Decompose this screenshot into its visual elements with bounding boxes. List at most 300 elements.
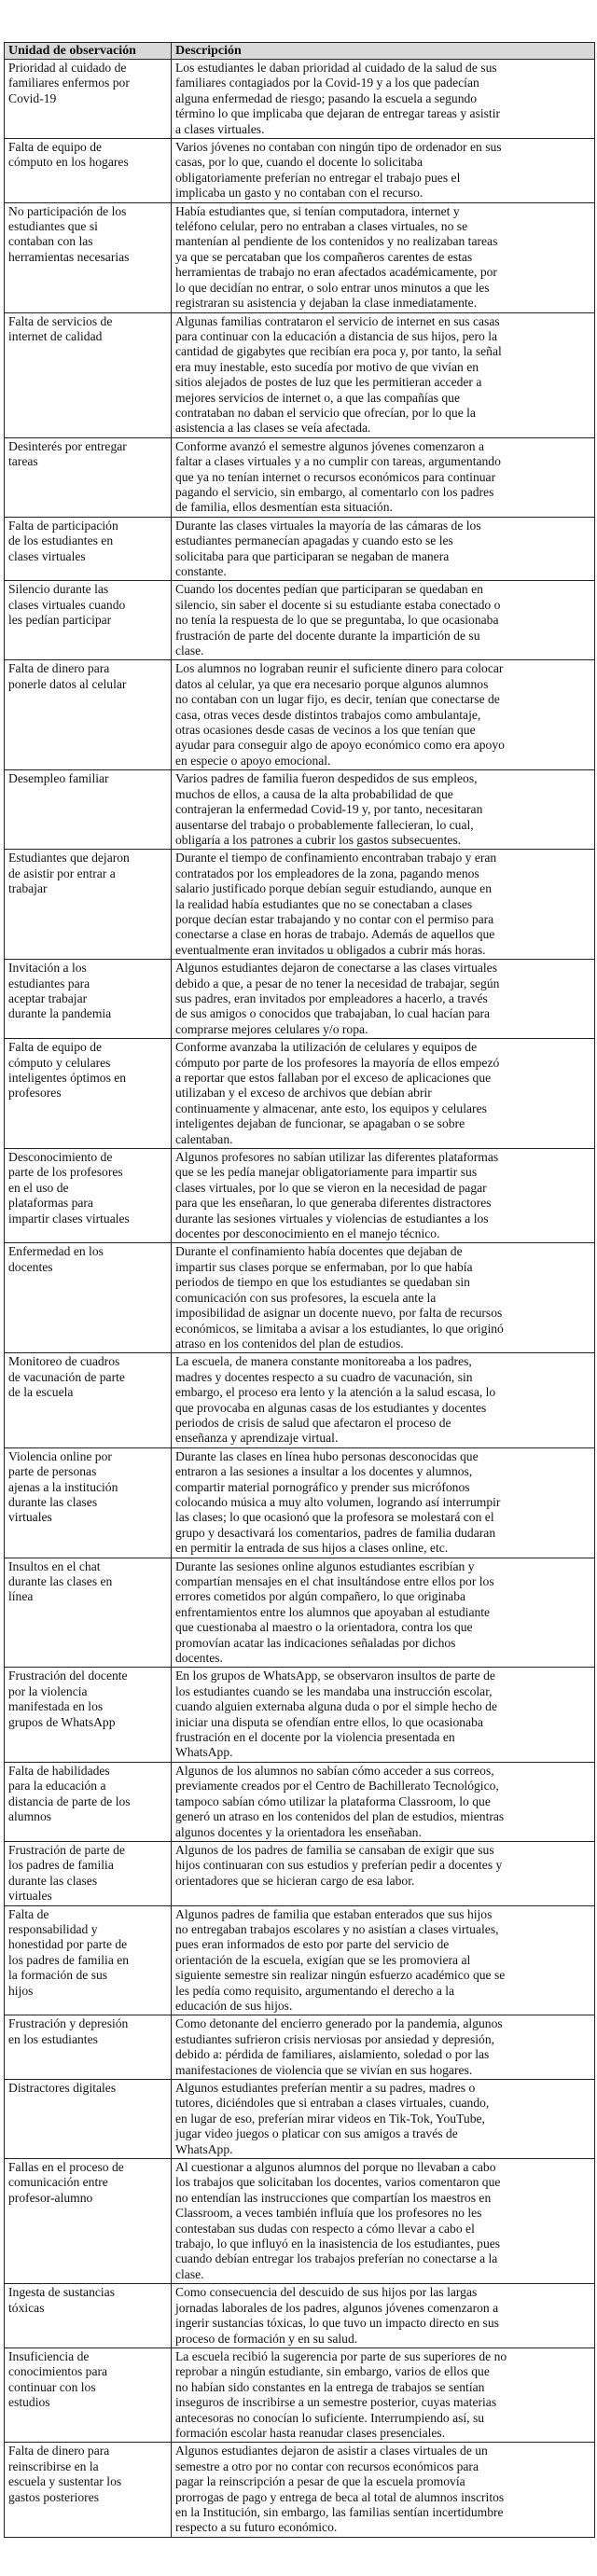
text-line: contestaban sus dudas con respecto a cómo llevar a cabo el <box>175 2221 475 2236</box>
text-line: en permitir la entrada de sus hijos a clases online, etc. <box>175 1541 449 1556</box>
text-line: Insultos en el chat <box>8 1558 101 1573</box>
text-line: ajenas a la institución <box>8 1479 118 1494</box>
description-cell <box>172 850 595 960</box>
description-cell <box>172 581 595 660</box>
text-line: casas, por lo que, cuando el docente lo solicitaba <box>175 155 423 170</box>
text-line: Frustración de parte de <box>8 1842 125 1857</box>
text-line: ayudar para conseguir algo de apoyo económico como era apoyo <box>175 738 505 753</box>
table-row <box>5 2080 595 2159</box>
text-line: Frustración del docente <box>8 1669 128 1683</box>
table-row <box>5 581 595 660</box>
text-line: mejores servicios de internet o, a que las compañías que <box>175 390 461 405</box>
text-line: honestidad por parte de <box>8 1937 128 1952</box>
description-cell <box>172 312 595 437</box>
text-line: contratados por los empleadores de la zona, pagando menos <box>175 866 479 880</box>
text-line: proceso de formación y en su salud. <box>175 2331 358 2346</box>
text-line: a reportar que estos fallaban por el exceso de aplicaciones que <box>175 1071 492 1085</box>
text-line: que provocaba en algunas casas de los estudiantes y docentes <box>175 1400 487 1415</box>
text-line: otras ocasiones desde casas de vecinos a los que tenían que <box>175 723 476 738</box>
text-line: los trabajos que solicitaban los docentes, varios comentaron que <box>175 2175 501 2190</box>
text-line: grupos de WhatsApp <box>8 1714 116 1729</box>
text-line: cuando alguien externaba alguna duda o por el simple hecho de <box>175 1699 498 1714</box>
description-cell <box>172 660 595 770</box>
description-cell <box>172 1668 595 1762</box>
text-line: durante las clases <box>8 1873 98 1888</box>
text-line: clase. <box>175 644 204 658</box>
text-line: Había estudiantes que, si tenían computadora, internet y <box>175 203 460 218</box>
text-line: lo que decidían no entrar, o solo entrar unos minutos a que les <box>175 280 490 295</box>
text-line: atraso en los contenidos del plan de estudios. <box>175 1336 404 1350</box>
text-line: para que les enseñaran, lo que generaba diferentes distractores <box>175 1196 492 1211</box>
text-line: frustración en el docente por la violencia presentada en <box>175 1730 455 1745</box>
text-line: Classroom, a veces también influía que los profesores no les <box>175 2206 482 2221</box>
unit-cell <box>5 2347 172 2442</box>
text-line: les pedía como requisito, argumentando el derecho a la <box>175 1983 455 1998</box>
text-line: conectarse a clase en horas de trabajo. Además de aquellos que <box>175 927 495 942</box>
text-line: no entregaban trabajos escolares y no asistían a clases virtuales, <box>175 1921 499 1936</box>
description-cell <box>172 437 595 517</box>
unit-cell <box>5 60 172 139</box>
text-line: madres y docentes respecto a su cuadro de vacunación, sin <box>175 1369 473 1384</box>
text-line: orientación de la escuela, exigían que se les promoviera al <box>175 1952 471 1967</box>
text-line: Cuando los docentes pedían que participaran se quedaban en <box>175 582 483 597</box>
text-line: distancia de parte de los <box>8 1794 131 1808</box>
text-line: antecesoras no conocían lo suficiente. Interrumpiendo así, su <box>175 2410 485 2425</box>
text-line: utilizaban y el exceso de archivos que debían abrir <box>175 1086 432 1101</box>
text-line: La escuela recibió la sugerencia por parte de sus superiores de no <box>175 2348 507 2363</box>
text-line: no contaban con un lugar fijo, es decir, tenían que conectarse de <box>175 692 500 707</box>
text-line: de asistir por entrar a <box>8 866 116 880</box>
text-line: inteligentes dejaban de funcionar, se apagaban o se sobre <box>175 1116 465 1131</box>
text-line: obligatoriamente preferían no entregar el trabajo pues el <box>175 170 461 185</box>
text-line: tareas <box>8 454 38 469</box>
text-line: enfrentamientos entre los alumnos que apoyaban al estudiante <box>175 1604 491 1619</box>
table-row <box>5 1353 595 1447</box>
table-row <box>5 1447 595 1558</box>
unit-cell <box>5 1668 172 1762</box>
description-cell <box>172 2080 595 2159</box>
text-line: compartían mensajes en el chat insultándose entre ellos por los <box>175 1574 494 1588</box>
table-row <box>5 960 595 1039</box>
table-row <box>5 770 595 850</box>
text-line: tampoco sabían cómo utilizar la plataforma Classroom, lo que <box>175 1794 491 1808</box>
table-row <box>5 1558 595 1668</box>
text-line: educación de sus hijos. <box>175 1998 293 2013</box>
unit-cell <box>5 581 172 660</box>
unit-cell <box>5 2015 172 2080</box>
description-cell <box>172 60 595 139</box>
text-line: algunos docentes y la orientadora les enseñaban. <box>175 1824 422 1839</box>
text-line: Desempleo familiar <box>8 771 109 786</box>
text-line: sus padres, eran invitados por empleadores a hacerlo, a través <box>175 990 488 1005</box>
text-line: silencio, sin saber el docente si su estudiante estaba conectado o <box>175 597 501 612</box>
description-cell <box>172 2159 595 2284</box>
header-description: Descripción <box>172 43 595 60</box>
text-line: los estudiantes cuando se les mandaba una instrucción escolar, <box>175 1683 493 1698</box>
text-line: Violencia online por <box>8 1448 112 1463</box>
table-row <box>5 2347 595 2442</box>
text-line: inteligentes óptimos en <box>8 1071 127 1085</box>
text-line: Durante las clases en línea hubo personas desconocidas que <box>175 1448 479 1463</box>
text-line: jornadas laborales de los padres, algunos jóvenes comenzaron a <box>175 2300 499 2315</box>
text-line: estudiantes sufrieron crisis nerviosas por ansiedad y depresión, <box>175 2031 495 2046</box>
description-cell <box>172 517 595 581</box>
text-line: familiares enfermos por <box>8 76 130 90</box>
table-row <box>5 1841 595 1905</box>
unit-cell <box>5 1149 172 1243</box>
text-line: teléfono celular, pero no entraban a clases virtuales, no se <box>175 219 468 234</box>
text-line: Falta de participación <box>8 518 118 533</box>
text-line: clases virtuales cuando <box>8 597 126 612</box>
text-line: responsabilidad y <box>8 1921 98 1936</box>
text-line: durante las clases <box>8 1494 98 1509</box>
table-row <box>5 202 595 312</box>
text-line: Algunos estudiantes dejaron de asistir a clases virtuales de un <box>175 2444 488 2458</box>
text-line: trabajar <box>8 881 48 896</box>
text-line: jugar video juegos o platicar con sus amigos a través de <box>175 2126 458 2141</box>
text-line: promovían acatar las indicaciones señaladas por dichos <box>175 1635 456 1650</box>
observation-table <box>4 42 595 2538</box>
unit-cell <box>5 1353 172 1447</box>
table-row <box>5 660 595 770</box>
description-cell <box>172 2015 595 2080</box>
table-row <box>5 1905 595 2015</box>
text-line: económicos, se limitaba a avisar a los estudiantes, lo que originó <box>175 1321 504 1336</box>
unit-cell <box>5 1762 172 1841</box>
unit-cell <box>5 960 172 1039</box>
text-line: ausentarse del trabajo o probablemente fallecieran, lo cual, <box>175 817 474 832</box>
text-line: previamente creados por el Centro de Bachillerato Tecnológico, <box>175 1779 499 1794</box>
text-line: respecto a su futuro económico. <box>175 2520 338 2535</box>
text-line: WhatsApp. <box>175 2141 233 2156</box>
text-line: herramientas necesarias <box>8 249 130 264</box>
text-line: Conforme avanzó el semestre algunos jóvenes comenzaron a <box>175 438 485 453</box>
text-line: Covid-19 <box>8 90 57 105</box>
text-line: inseguros de inscribirse a un semestre posterior, cuyas materias <box>175 2395 497 2410</box>
description-cell <box>172 1762 595 1841</box>
text-line: virtuales <box>8 1889 52 1904</box>
text-line: parte de personas <box>8 1464 97 1479</box>
table-row <box>5 850 595 960</box>
description-cell <box>172 1353 595 1447</box>
text-line: Varios jóvenes no contaban con ningún tipo de ordenador en sus <box>175 140 502 155</box>
text-line: parte de los profesores <box>8 1165 123 1180</box>
text-line: generó un atraso en los contenidos del plan de estudios, mientras <box>175 1809 505 1824</box>
text-line: errores cometidos por algún compañero, lo que originaba <box>175 1589 466 1604</box>
text-line: clases virtuales <box>8 548 86 563</box>
text-line: cantidad de gigabytes que recibían era poca y, por tanto, la señal <box>175 344 502 359</box>
text-line: Desconocimiento de <box>8 1150 113 1165</box>
unit-cell <box>5 312 172 437</box>
text-line: WhatsApp. <box>175 1745 233 1760</box>
description-cell <box>172 770 595 850</box>
text-line: plataformas para <box>8 1196 93 1211</box>
text-line: a clases virtuales. <box>175 121 265 136</box>
text-line: formación escolar hasta reanudar clases presenciales. <box>175 2425 446 2440</box>
table-row <box>5 2443 595 2537</box>
text-line: de vacunación de parte <box>8 1369 125 1384</box>
text-line: calentaban. <box>175 1131 233 1146</box>
text-line: Durante las clases virtuales la mayoría de las cámaras de los <box>175 518 481 533</box>
text-line: docentes por desconocimiento en el manejo técnico. <box>175 1226 440 1241</box>
table-row <box>5 2284 595 2348</box>
text-line: Algunos de los padres de familia se cansaban de exigir que sus <box>175 1842 494 1857</box>
text-line: Conforme avanzaba la utilización de celulares y equipos de <box>175 1040 478 1055</box>
text-line: faltar a clases virtuales y a no cumplir con tareas, argumentando <box>175 454 501 469</box>
text-line: embargo, el proceso era lento y la atención a la salud escasa, lo <box>175 1385 496 1400</box>
text-line: de los estudiantes en <box>8 533 114 548</box>
text-line: de la escuela <box>8 1385 74 1400</box>
unit-cell <box>5 437 172 517</box>
text-line: constante. <box>175 564 227 578</box>
text-line: Prioridad al cuidado de <box>8 61 127 75</box>
table-row <box>5 312 595 437</box>
text-line: Durante el confinamiento había docentes que dejaban de <box>175 1244 463 1259</box>
text-line: En los grupos de WhatsApp, se observaron insultos de parte de <box>175 1669 495 1683</box>
text-line: Silencio durante las <box>8 582 109 597</box>
text-line: las clases; lo que ocasionó que la profesora se molestará con el <box>175 1510 494 1525</box>
text-line: pagar la reinscripción a pesar de que la escuela promovía <box>175 2474 465 2489</box>
text-line: salario justificado porque debían seguir estudiando, aunque en <box>175 881 492 896</box>
text-line: Algunas familias contrataron el servicio de internet en sus casas <box>175 313 500 328</box>
text-line: no entendían las instrucciones que compartían los maestros en <box>175 2190 492 2205</box>
text-line: tóxicas <box>8 2300 45 2315</box>
text-line: ponerle datos al celular <box>8 676 127 691</box>
text-line: Falta de dinero para <box>8 661 110 676</box>
table-row <box>5 2015 595 2080</box>
text-line: docentes. <box>175 1651 223 1666</box>
table-row <box>5 1243 595 1353</box>
text-line: comprarse mejores celulares y/o ropa. <box>175 1021 368 1036</box>
text-line: asistencia a las clases se veía afectada. <box>175 421 371 436</box>
text-line: solicitaba para que participaran se negaban de manera <box>175 548 450 563</box>
table-row <box>5 1762 595 1841</box>
text-line: estudios <box>8 2395 50 2410</box>
description-cell <box>172 1243 595 1353</box>
unit-cell <box>5 660 172 770</box>
text-line: en lugar de eso, preferían mirar videos en Tik-Tok, YouTube, <box>175 2111 485 2126</box>
text-line: la realidad había estudiantes que no se conectaban a clases <box>175 896 473 911</box>
text-line: manifestaciones de violencia que se vivían en sus hogares. <box>175 2062 473 2077</box>
text-line: por la violencia <box>8 1683 88 1698</box>
unit-cell <box>5 139 172 203</box>
text-line: semestre a otro por no contar con recursos económicos para <box>175 2458 479 2473</box>
text-line: impartir sus clases porque se enfermaban, por lo que había <box>175 1259 473 1274</box>
text-line: Fallas en el proceso de <box>8 2160 124 2175</box>
text-line: enseñanza y aprendizaje virtual. <box>175 1431 339 1446</box>
text-line: en el uso de <box>8 1180 69 1195</box>
unit-cell <box>5 1447 172 1558</box>
text-line: Algunos profesores no sabían utilizar las diferentes plataformas <box>175 1150 499 1165</box>
description-cell <box>172 1447 595 1558</box>
unit-cell <box>5 2080 172 2159</box>
unit-cell <box>5 2284 172 2348</box>
text-line: cómputo en los hogares <box>8 155 129 170</box>
text-line: ya que se percataban que los compañeros carentes de estas <box>175 249 473 264</box>
text-line: colocando música a muy alto volumen, logrando así interrumpir <box>175 1494 501 1509</box>
text-line: mantenían al pendiente de los contenidos y no realizaban tareas <box>175 234 498 249</box>
description-cell <box>172 1039 595 1149</box>
text-line: de familia, ellos desmentían esta situación. <box>175 500 393 515</box>
text-line: porque decían estar trabajando y no contar con el permiso para <box>175 911 494 926</box>
table-row <box>5 2159 595 2284</box>
table-row <box>5 139 595 203</box>
text-line: los padres de familia en <box>8 1952 130 1967</box>
unit-cell <box>5 1039 172 1149</box>
text-line: en especie o apoyo emocional. <box>175 753 331 768</box>
text-line: Los alumnos no lograban reunir el suficiente dinero para colocar <box>175 661 504 676</box>
text-line: eventualmente eran invitados u obligados a cubrir más horas. <box>175 942 486 957</box>
text-line: clases virtuales, por lo que se vieron en la necesidad de pagar <box>175 1180 487 1195</box>
text-line: grupo y desactivará los comentarios, padres de familia dudaran <box>175 1525 496 1540</box>
text-line: clase. <box>175 2266 204 2281</box>
unit-cell <box>5 2443 172 2537</box>
text-line: Algunos estudiantes preferían mentir a su padres, madres o <box>175 2081 476 2095</box>
text-line: comunicación entre <box>8 2175 108 2190</box>
text-line: alguna enfermedad de riesgo; pasando la escuela a segundo <box>175 90 478 105</box>
text-line: en los estudiantes <box>8 2031 98 2046</box>
text-line: escuela y sustentar los <box>8 2474 122 2489</box>
text-line: Distractores digitales <box>8 2081 117 2095</box>
text-line: para la educación a <box>8 1779 106 1794</box>
text-line: durante las sesiones virtuales y violencias de estudiantes a los <box>175 1211 489 1226</box>
text-line: implicaba un gasto y no contaban con el recurso. <box>175 186 423 201</box>
description-cell <box>172 1558 595 1668</box>
text-line: Falta de habilidades <box>8 1763 110 1778</box>
text-line: en la Institución, sin embargo, las familias sentían incertidumbre <box>175 2504 504 2519</box>
text-line: cómputo y celulares <box>8 1055 111 1070</box>
text-line: Insuficiencia de <box>8 2348 90 2363</box>
unit-cell <box>5 850 172 960</box>
text-line: estudiantes permanecían apagadas y cuando esto se les <box>175 533 453 548</box>
description-cell <box>172 202 595 312</box>
text-line: sitios alejados de postes de luz que les permitieran acceder a <box>175 375 482 390</box>
unit-cell <box>5 1243 172 1353</box>
text-line: Durante las sesiones online algunos estudiantes escribían y <box>175 1558 475 1573</box>
text-line: Falta de equipo de <box>8 140 103 155</box>
text-line: contrataban no daban el servicio que ofrecían, por lo que la <box>175 405 476 420</box>
description-cell <box>172 139 595 203</box>
text-line: registraran su asistencia y dejaban la clase inmediatamente. <box>175 296 478 311</box>
unit-cell <box>5 2159 172 2284</box>
text-line: muchos de ellos, a causa de la alta probabilidad de que <box>175 786 453 801</box>
unit-cell <box>5 1841 172 1905</box>
text-line: que se les pedía manejar obligatoriamente para impartir sus <box>175 1165 478 1180</box>
text-line: durante las clases en <box>8 1574 113 1588</box>
text-line: herramientas de trabajo no eran afectados académicamente, por <box>175 265 497 280</box>
text-line: conocimientos para <box>8 2364 108 2379</box>
text-line: continuar con los <box>8 2379 96 2394</box>
text-line: gastos posteriores <box>8 2489 100 2504</box>
description-cell <box>172 960 595 1039</box>
text-line: datos al celular, ya que era necesario porque algunos alumnos <box>175 676 489 691</box>
text-line: profesores <box>8 1086 62 1101</box>
text-line: Como consecuencia del descuido de sus hijos por las largas <box>175 2285 478 2300</box>
description-cell <box>172 1149 595 1243</box>
text-line: Los estudiantes le daban prioridad al cuidado de la salud de sus <box>175 61 497 75</box>
table-row <box>5 1039 595 1149</box>
text-line: continuamente y almacenar, ante esto, los equipos y celulares <box>175 1101 487 1115</box>
text-line: Falta de servicios de <box>8 313 113 328</box>
unit-cell <box>5 770 172 850</box>
text-line: Algunos estudiantes dejaron de conectarse a las clases virtuales <box>175 961 498 976</box>
table-row <box>5 1668 595 1762</box>
text-line: Como detonante del encierro generado por la pandemia, algunos <box>175 2016 503 2031</box>
description-cell <box>172 2443 595 2537</box>
text-line: Falta de <box>8 1906 49 1921</box>
text-line: internet de calidad <box>8 328 103 343</box>
text-line: obligaría a los patrones a cubrir los gastos subsecuentes. <box>175 832 462 847</box>
text-line: término lo que implicaba que dejaran de entregar tareas y asistir <box>175 106 501 121</box>
text-line: virtuales <box>8 1510 52 1525</box>
description-cell <box>172 2284 595 2348</box>
text-line: ingerir sustancias tóxicas, lo que tuvo un impacto directo en sus <box>175 2316 499 2331</box>
text-line: no habían sido constantes en la entrega de trabajos se sentían <box>175 2379 485 2394</box>
text-line: les pedían participar <box>8 613 112 628</box>
text-line: casa, otras veces desde distintos trabajos como ambulantaje, <box>175 707 481 722</box>
text-line: pagando el servicio, sin embargo, al comentarlo con los padres <box>175 484 494 499</box>
unit-cell <box>5 1905 172 2015</box>
text-line: cuando debían entregar los trabajos preferían no conectarse a la <box>175 2251 498 2266</box>
text-line: debido a que, a pesar de no tener la necesidad de trabajar, según <box>175 976 500 990</box>
text-line: entraron a las sesiones a insultar a los docentes y alumnos, <box>175 1464 473 1479</box>
description-cell <box>172 1841 595 1905</box>
text-line: pues eran informados de esto por parte del servicio de <box>175 1937 450 1952</box>
text-line: no tenía la respuesta de lo que se preguntaba, lo que ocasionaba <box>175 613 499 628</box>
text-line: estudiantes que si <box>8 219 98 234</box>
header-unit: Unidad de observación <box>5 43 172 60</box>
text-line: aceptar trabajar <box>8 990 88 1005</box>
text-line: trabajo, lo que influyó en la inasistencia de los estudiantes, pues <box>175 2237 501 2251</box>
description-cell <box>172 1905 595 2015</box>
text-line: Durante el tiempo de confinamiento encontraban trabajo y eran <box>175 851 497 866</box>
text-line: hijos <box>8 1983 34 1998</box>
text-line: cómputo por parte de los profesores la mayoría de ellos empezó <box>175 1055 500 1070</box>
text-line: alumnos <box>8 1809 52 1824</box>
text-line: Enfermedad en los <box>8 1244 104 1259</box>
description-cell <box>172 2347 595 2442</box>
text-line: iniciar una disputa se ofendían entre ellos, lo que ocasionaba <box>175 1714 483 1729</box>
text-line: Monitoreo de cuadros <box>8 1354 120 1369</box>
text-line: hijos continuaran con sus estudios y preferían pedir a docentes y <box>175 1858 503 1873</box>
text-line: orientadores que se hicieran cargo de esa labor. <box>175 1873 415 1888</box>
table-body <box>5 60 595 2538</box>
text-line: siguiente semestre sin realizar ningún esfuerzo académico que se <box>175 1968 506 1983</box>
text-line: Varios padres de familia fueron despedidos de sus empleos, <box>175 771 478 786</box>
text-line: debido a: pérdida de familiares, aislamiento, soledad o por las <box>175 2047 490 2062</box>
text-line: para continuar con la educación a distancia de sus hijos, pero la <box>175 328 498 343</box>
text-line: la formación de sus <box>8 1968 108 1983</box>
text-line: periodos de tiempo en que los estudiantes se quedaban sin <box>175 1275 470 1290</box>
text-line: manifestada en los <box>8 1699 104 1714</box>
text-line: La escuela, de manera constante monitoreaba a los padres, <box>175 1354 472 1369</box>
text-line: Al cuestionar a algunos alumnos del porque no llevaban a cabo <box>175 2160 496 2175</box>
table-row <box>5 1149 595 1243</box>
text-line: impartir clases virtuales <box>8 1211 130 1226</box>
unit-cell <box>5 202 172 312</box>
unit-cell <box>5 1558 172 1668</box>
text-line: estudiantes para <box>8 976 90 990</box>
text-line: contaban con las <box>8 234 93 249</box>
table-row <box>5 60 595 139</box>
table-header-row <box>5 43 595 60</box>
text-line: tutores, diciéndoles que si entraban a clases virtuales, cuando, <box>175 2096 490 2111</box>
text-line: comunicación con sus profesores, la escuela ante la <box>175 1290 437 1305</box>
text-line: reinscribirse en la <box>8 2458 99 2473</box>
text-line: familiares contagiados por la Covid-19 y a los que padecían <box>175 76 479 90</box>
text-line: los padres de familia <box>8 1858 114 1873</box>
text-line: reprobar a ningún estudiante, sin embargo, varios de ellos que <box>175 2364 490 2379</box>
